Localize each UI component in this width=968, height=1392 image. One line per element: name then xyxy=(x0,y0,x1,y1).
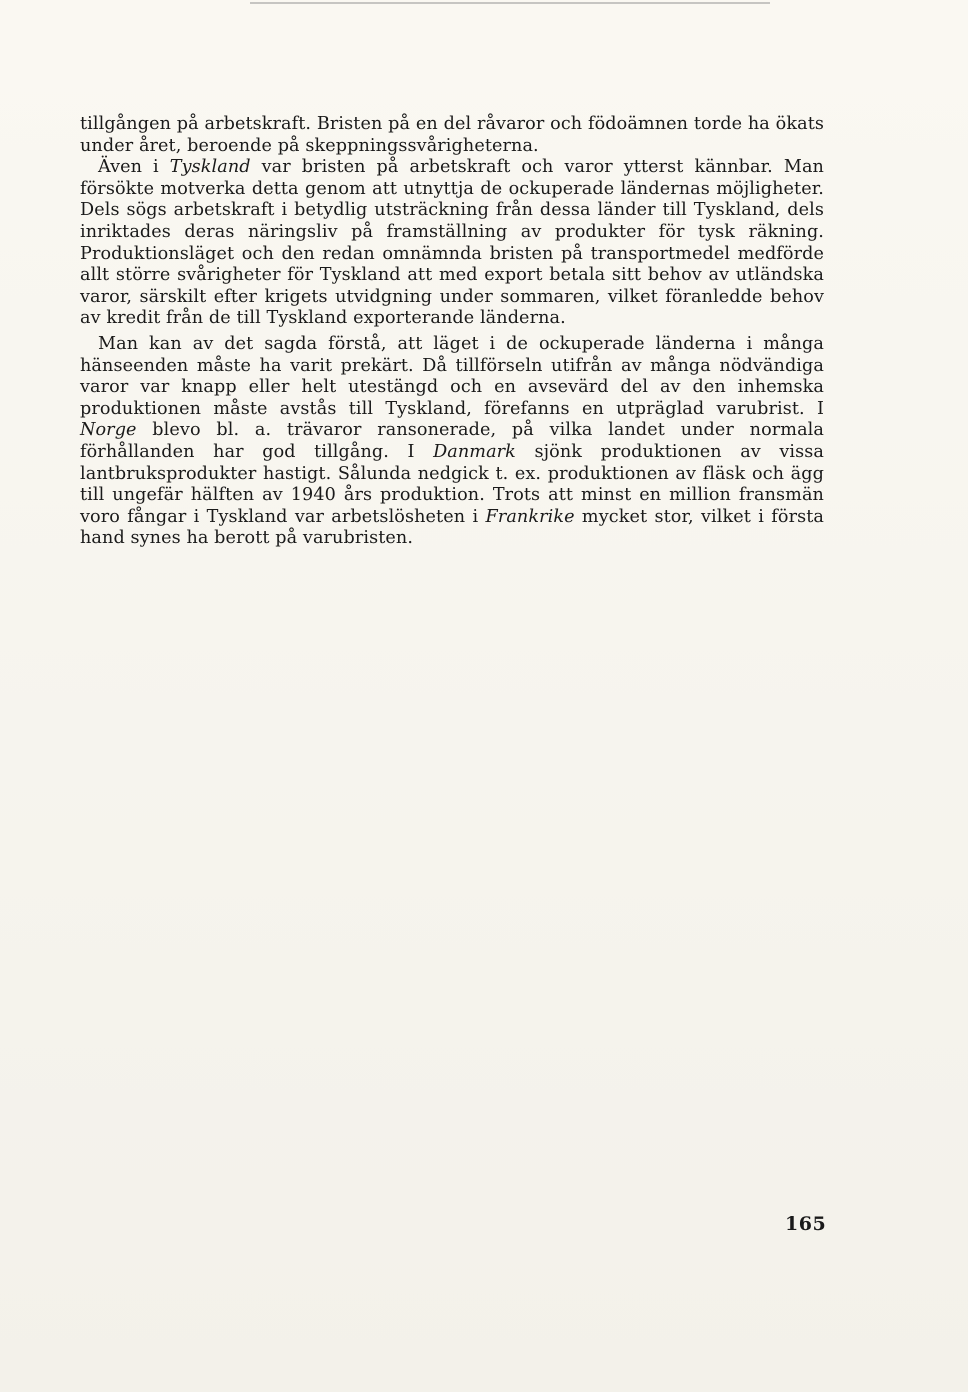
top-edge-rule xyxy=(250,2,770,4)
body-text xyxy=(80,114,824,550)
paragraph-1 xyxy=(80,114,824,157)
place-name-danmark: Danmark xyxy=(433,441,516,462)
paragraph-3-text-d: mycket stor, vilket i första hand synes ha berott på varubristen. xyxy=(80,506,824,549)
paragraph-3-text-b: blevo bl. a. trävaror ransonerade, på vilka landet under normala förhållanden har god tillgång. I xyxy=(80,420,824,462)
place-name-tyskland: Tyskland xyxy=(169,157,251,178)
paragraph-3-text-a: Man kan av det sagda förstå, att läget i de ockuperade länderna i många hänseenden måste ha varit prekärt. Då tillförseln utifrån av många nödvändiga varor var knapp eller helt utestängd och en avsevärd del av den inhemska produktionen måste avstås till Tyskland, förefanns en utpräglad varubrist. I xyxy=(80,333,824,419)
paragraph-2-text-b: var bristen på arbetskraft och varor ytterst kännbar. Man försökte motverka detta genom att utnyttja de ockuperade ländernas möjligheter. Dels sögs arbetskraft i betydlig utsträckning från dessa länder till Tyskland, dels inriktades deras näringsliv på framställning av produkter för tysk räkning. Produktionsläget och den redan omnämnda bristen på transportmedel medförde allt större svårigheter för Tyskland att med export betala sitt behov av utländska varor, särskilt efter krigets utvidgning under sommaren, vilket föranledde behov av kredit från de till Tyskland exporterande länderna. xyxy=(80,157,824,329)
paragraph-2 xyxy=(80,157,824,330)
paragraph-2-text-a: Även i xyxy=(98,157,170,178)
paragraph-3-text-c: sjönk produktionen av vissa lantbruksprodukter hastigt. Sålunda nedgick t. ex. produktionen av fläsk och ägg till ungefär hälften av 1940 års produktion. Trots att minst en million fransmän voro fångar i Tyskland var arbetslösheten i xyxy=(80,441,824,527)
place-name-frankrike: Frankrike xyxy=(485,506,575,527)
paragraph-1-text: tillgången på arbetskraft. Bristen på en del råvaror och födoämnen torde ha ökats under året, beroende på skeppningssvårigheterna. xyxy=(80,114,824,156)
paragraph-3 xyxy=(80,334,824,550)
place-name-norge: Norge xyxy=(80,420,137,441)
page-number: 165 xyxy=(785,1213,827,1235)
